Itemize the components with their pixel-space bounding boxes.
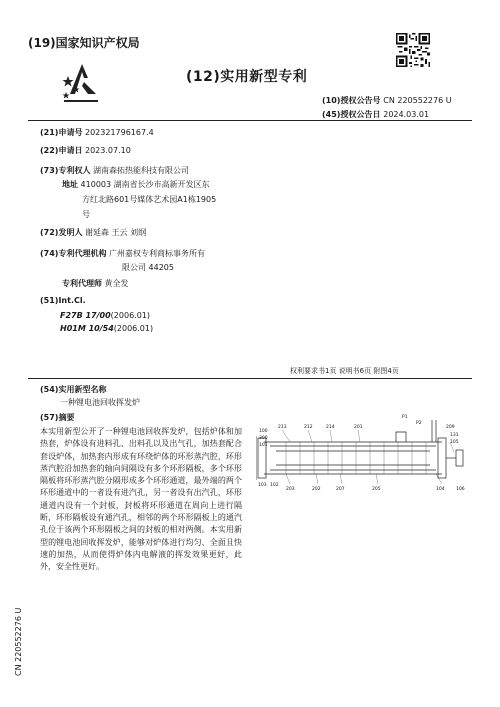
side-publication-number: CN 220552276 U [14,607,23,676]
application-number: (21)申请号 202321796167.4 [40,128,154,137]
figure-label-214: 214 [326,425,335,430]
figure-label-106: 106 [456,487,465,492]
patent-agent: 专利代理师 黄全发 [62,279,129,288]
furnace-drawing [256,412,470,500]
address-line-3: 号 [82,210,90,219]
int-cl-class-2: H01M 10/54(2006.01) [60,324,154,333]
utility-model-title-label: (54)实用新型名称 [40,385,107,394]
figure-label-p1: P1 [402,415,408,420]
int-cl-label: (51)Int.Cl. [40,296,86,305]
document-type: (12)实用新型专利 [186,69,308,85]
figure-label-213: 213 [278,425,287,430]
cnipa-emblem-icon [58,58,106,106]
page-count-summary: 权利要求书1页 说明书6页 附图4页 [290,367,399,375]
application-date: (22)申请日 2023.07.10 [40,146,131,155]
abstract-text: 本实用新型公开了一种锂电池回收挥发炉，包括炉体和加热套，炉体设有进料孔、出料孔以及出气孔，加热套配合套设炉体，加热套内形成有环绕炉体的环形蒸汽腔，环形蒸汽腔沿加热套的轴向间隔设有多个环形隔板，多个环形隔板将环形蒸汽腔分隔形成多个环形通道，最外端的两个环形通道中的一者设有进汽孔，另一者设有出汽孔，环形通道内设有一个封板，封板将环形通道在周向上进行隔断，环形隔板设有通汽孔，相邻的两个环形隔板上的通汽孔位于该两个环形隔板之间的封板的相对两侧。本实用新型的锂电池回收挥发炉，能够对炉体进行均匀、全面且快速的加热，从而使得炉体内电解液的挥发效果更好，此外，安全性更好。 [40,427,242,572]
figure-label-205: 205 [372,487,381,492]
figure-label-102: 102 [270,483,279,488]
figure-label-212: 212 [304,425,313,430]
figure-label-105: 105 [450,440,459,445]
figure-label-104: 104 [436,487,445,492]
figure-label-202: 202 [312,487,321,492]
publication-date: (45)授权公告日 2024.03.01 [322,110,430,119]
figure-label-103: 103 [258,483,267,488]
int-cl-class-1: F27B 17/00(2006.01) [60,311,150,320]
office-name: (19)国家知识产权局 [28,36,140,50]
header-divider [28,120,472,121]
figure-label-203: 203 [286,487,295,492]
figure-label-100: 100 [259,429,268,434]
patentee: (73)专利权人 湖南森拓热能科技有限公司 [40,166,189,175]
figure-label-101: 101 [259,443,268,448]
figure-label-209: 209 [446,425,455,430]
utility-model-title: 一种锂电池回收挥发炉 [60,398,140,407]
figure-label-p2: P2 [416,421,422,426]
figure-label-131: 131 [450,433,459,438]
figure-label-201: 201 [354,425,363,430]
patent-agency-line-2: 限公司 44205 [122,263,174,272]
figure-label-207: 207 [336,487,345,492]
inventors: (72)发明人 谢延森 王云 刘纲 [40,228,147,237]
address: 地址 410003 湖南省长沙市高新开发区东 [62,180,210,189]
abstract-label: (57)摘要 [40,413,75,422]
qr-code-icon [396,33,430,67]
publication-number: (10)授权公告号 CN 220552276 U [322,96,452,105]
patent-agency: (74)专利代理机构 广州嘉权专利商标事务所有 [40,249,205,258]
figure-label-300: 300 [259,436,268,441]
address-line-2: 方红北路601号媒体艺术园A1栋1905 [82,195,217,204]
abstract-divider [28,378,472,379]
